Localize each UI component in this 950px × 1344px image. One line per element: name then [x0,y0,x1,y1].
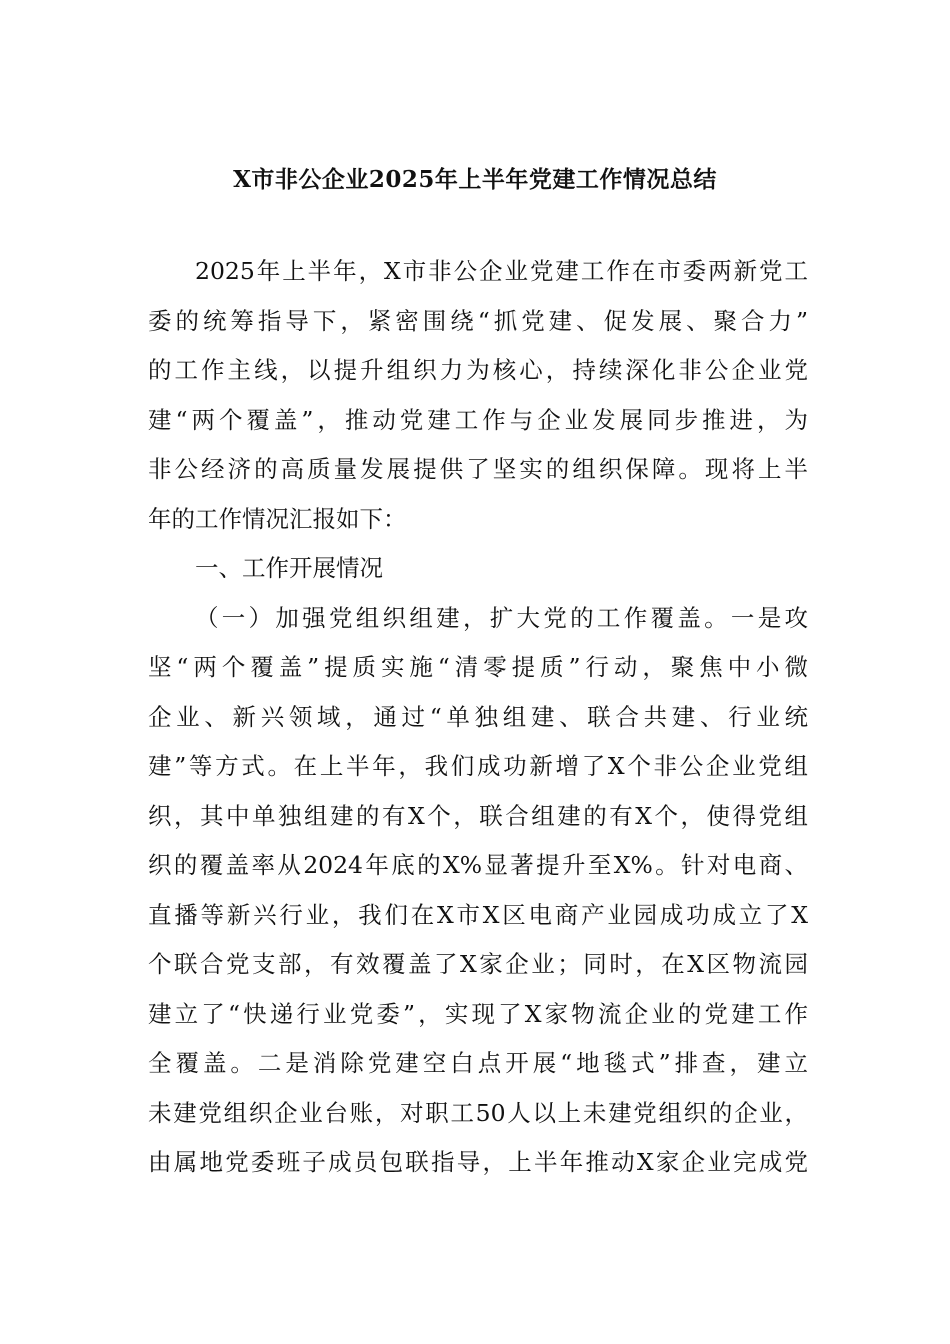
paragraph-line: 织的覆盖率从2024年底的X%显著提升至X%。针对电商、 [148,851,808,879]
paragraph-line: （一）加强党组织组建，扩大党的工作覆盖。一是攻 [195,603,808,632]
paragraph-line: 由属地党委班子成员包联指导，上半年推动X家企业完成党 [148,1148,808,1176]
paragraph-line: 未建党组织企业台账，对职工50人以上未建党组织的企业， [148,1098,808,1127]
paragraph-line: 建立了“快递行业党委”，实现了X家物流企业的党建工作 [148,999,808,1028]
document-title: X市非公企业2025年上半年党建工作情况总结 [233,166,717,193]
paragraph-line: 个联合党支部，有效覆盖了X家企业；同时，在X区物流园 [148,950,808,978]
paragraph-line: 坚“两个覆盖”提质实施“清零提质”行动，聚焦中小微 [148,653,808,681]
document-body [148,247,808,1188]
section-heading: 一、工作开展情况 [195,554,383,582]
paragraph-line: 全覆盖。二是消除党建空白点开展“地毯式”排查，建立 [148,1049,808,1077]
paragraph-line: 的工作主线，以提升组织力为核心，持续深化非公企业党 [148,356,808,384]
paragraph-line: 2025年上半年，X市非公企业党建工作在市委两新党工 [195,257,808,285]
paragraph-line: 委的统筹指导下，紧密围绕“抓党建、促发展、聚合力” [148,306,808,335]
paragraph-line: 建“两个覆盖”，推动党建工作与企业发展同步推进，为 [148,405,808,434]
paragraph-line: 织，其中单独组建的有X个，联合组建的有X个，使得党组 [148,801,808,830]
paragraph-line: 建”等方式。在上半年，我们成功新增了X个非公企业党组 [148,752,808,780]
paragraph-line: 直播等新兴行业，我们在X市X区电商产业园成功成立了X [148,900,808,929]
paragraph-line: 企业、新兴领域，通过“单独组建、联合共建、行业统 [148,702,808,731]
paragraph-line: 年的工作情况汇报如下： [148,504,407,533]
paragraph-line: 非公经济的高质量发展提供了坚实的组织保障。现将上半 [148,455,808,483]
